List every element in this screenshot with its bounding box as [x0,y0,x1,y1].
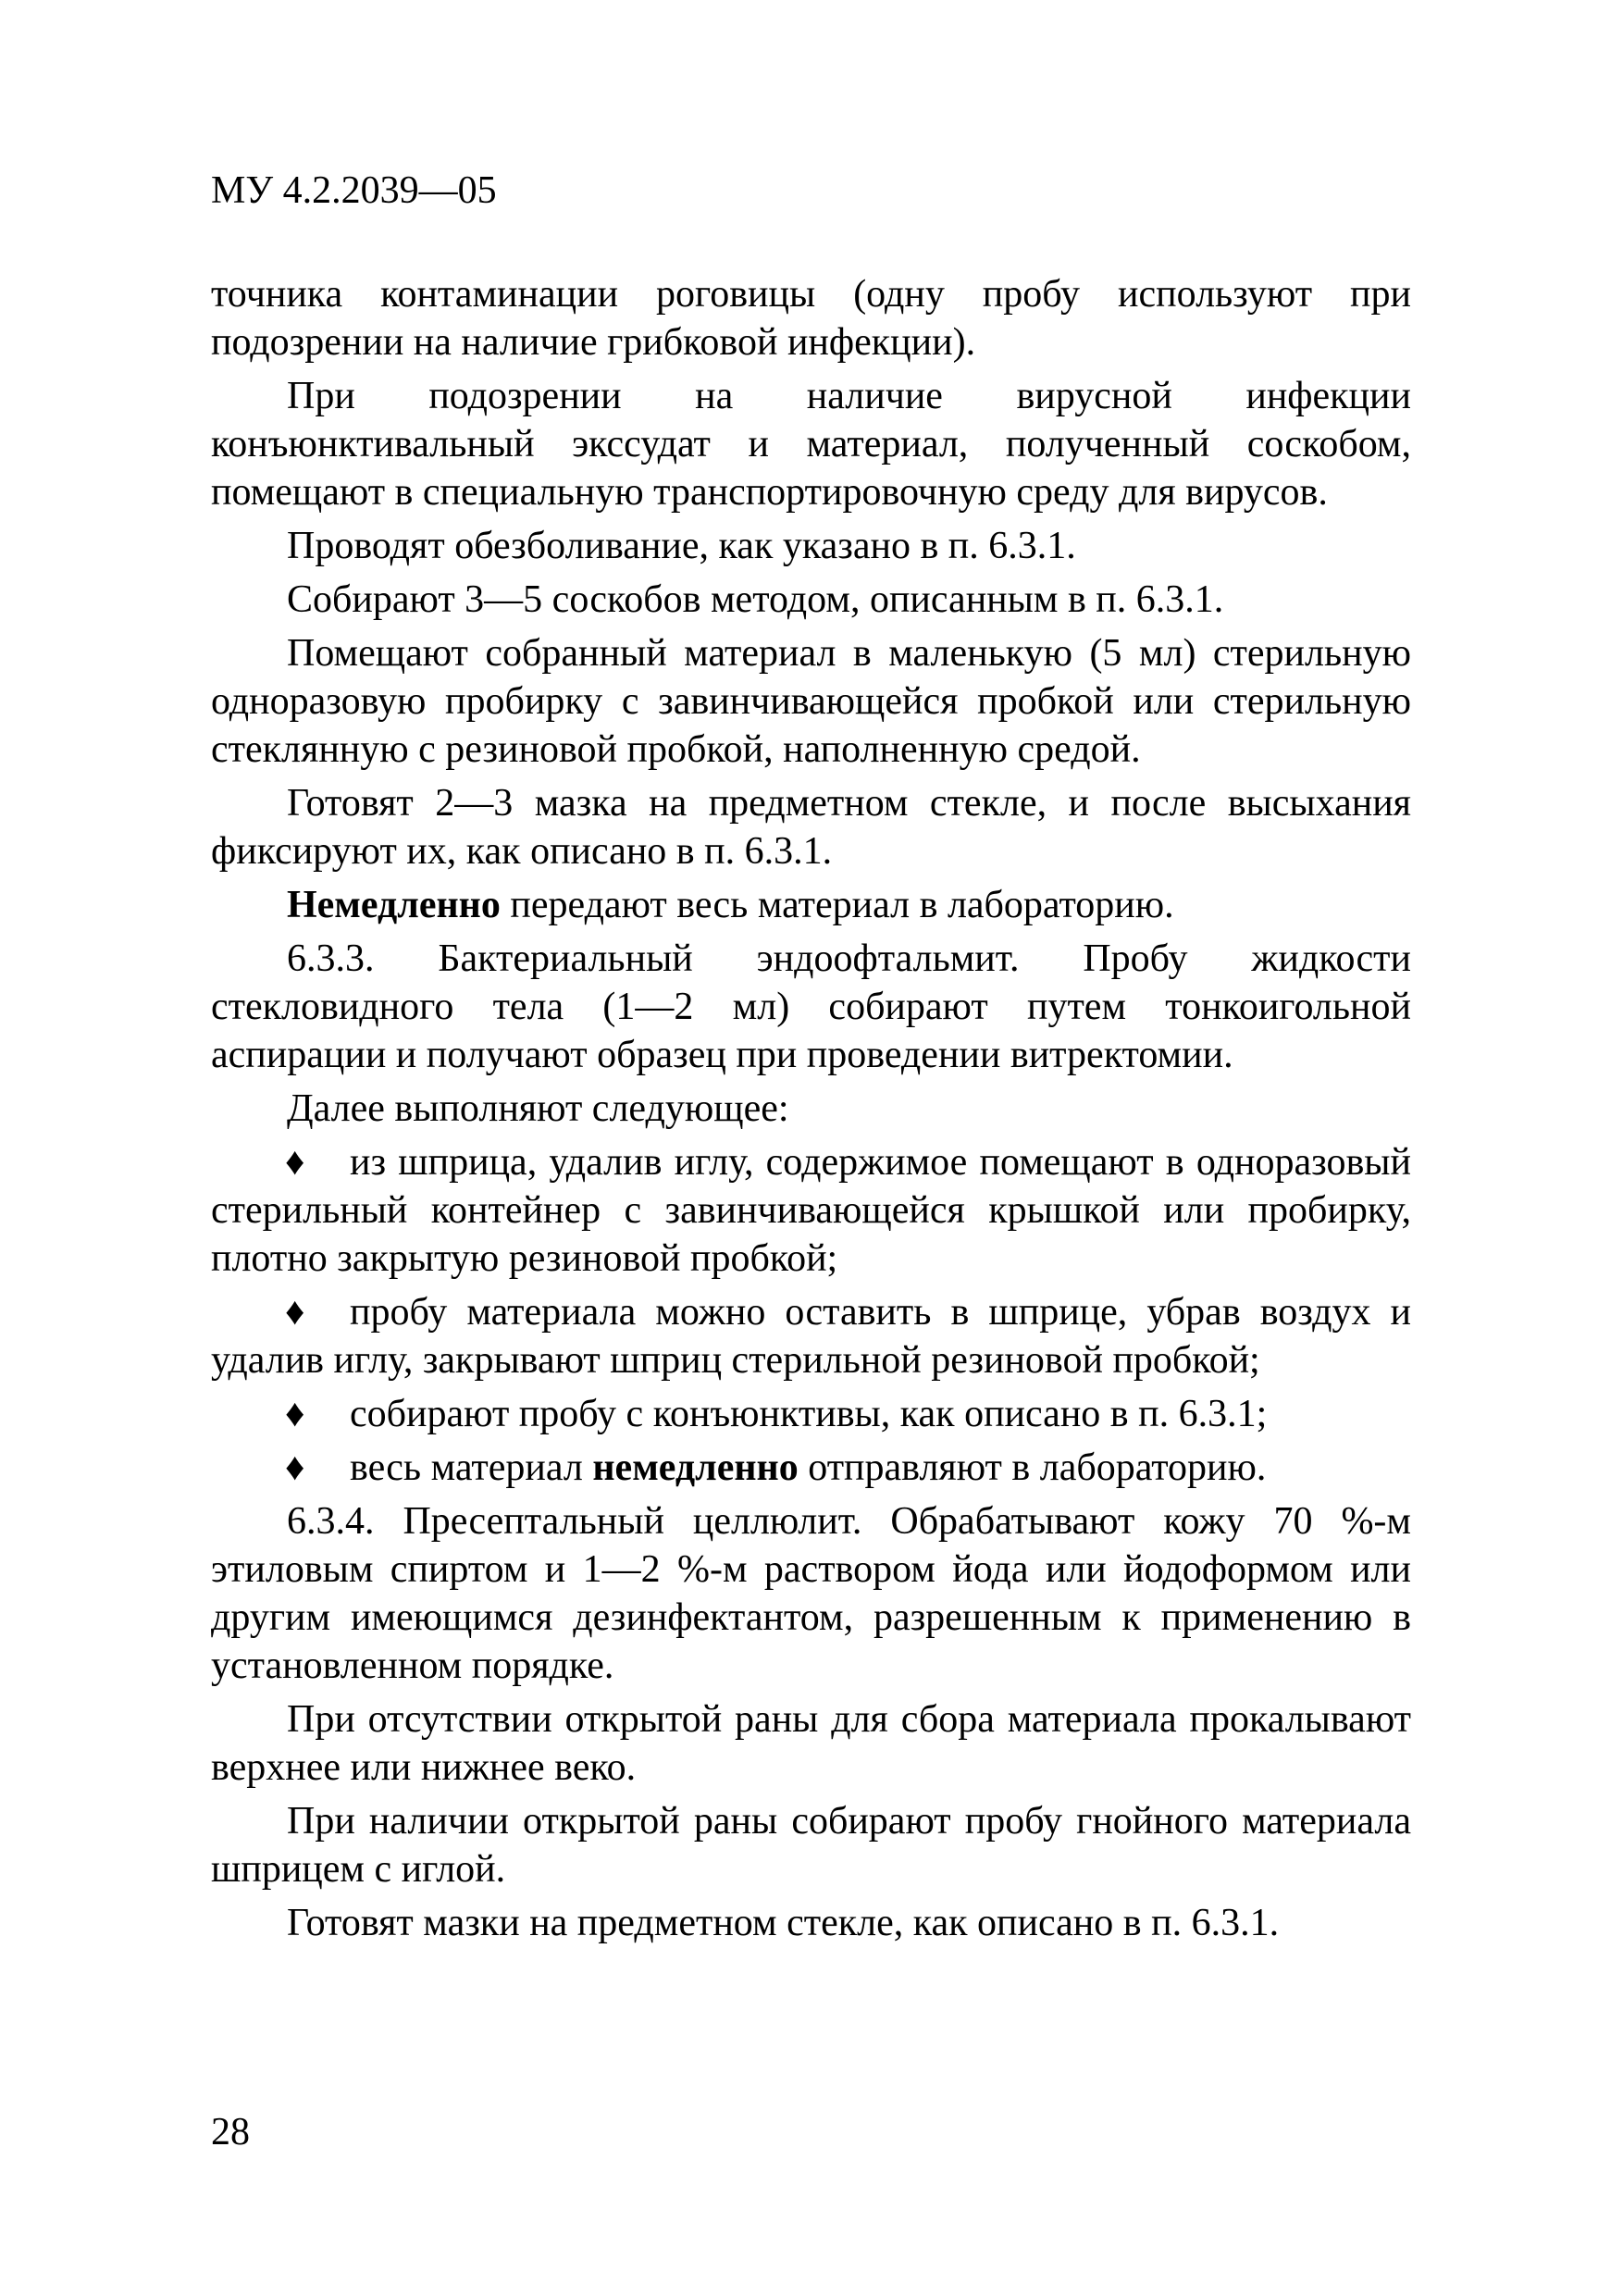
page-body [211,270,1411,1953]
paragraph-continuation: точника контаминации роговицы (одну пробу используют при подозрении на наличие грибковой инфекции). [211,273,1411,364]
list-item [211,1390,1411,1438]
list-item-text: собирают пробу с конъюнктивы, как описано в п. 6.3.1; [350,1393,1268,1435]
paragraph-open-wound: При наличии открытой раны собирают пробу гнойного материала шприцем с иглой. [211,1800,1411,1891]
paragraph-viral-infection: При подозрении на наличие вирусной инфекции конъюнктивальный экссудат и материал, полученный соскобом, помещают в специальную транспортировочную среду для вирусов. [211,375,1411,514]
list-item [211,1138,1411,1283]
list-item [211,1444,1411,1492]
diamond-bullet-icon: ♦ [285,1291,305,1334]
paragraph-anesthesia: Проводят обезболивание, как указано в п. 6.3.1. [287,525,1076,567]
paragraph-scrapings: Собирают 3—5 соскобов методом, описанным в п. 6.3.1. [287,578,1224,621]
bold-immediately: Немедленно [287,884,501,926]
page-number: 28 [211,2111,250,2153]
diamond-bullet-icon: ♦ [285,1393,305,1435]
paragraph-immediately [211,881,1411,929]
diamond-bullet-icon: ♦ [285,1446,305,1489]
paragraph-next-steps: Далее выполняют следующее: [287,1087,789,1130]
paragraph-prepare-smears: Готовят мазки на предметном стекле, как описано в п. 6.3.1. [287,1902,1280,1944]
list-item-text-post: отправляют в лабораторию. [798,1446,1267,1489]
paragraph-preseptal-cellulitis: 6.3.4. Пресептальный целлюлит. Обрабатывают кожу 70 %-м этиловым спиртом и 1—2 %-м раствором йода или йодоформом или другим имеющимся дезинфектантом, разрешенным к применению в установленном порядке. [211,1500,1411,1687]
paragraph-material-tube: Помещают собранный материал в маленькую (5 мл) стерильную одноразовую пробирку с завинчивающейся пробкой или стерильную стеклянную с резиновой пробкой, наполненную средой. [211,632,1411,771]
paragraph-immediately-rest: передают весь материал в лабораторию. [500,884,1174,926]
list-item-text: из шприца, удалив иглу, содержимое помещают в одноразовый стерильный контейнер с завинчивающейся крышкой или пробирку, плотно закрытую резиновой пробкой; [211,1141,1411,1280]
list-item-text-pre: весь материал [350,1446,593,1489]
paragraph-no-open-wound: При отсутствии открытой раны для сбора материала прокалывают верхнее или нижнее веко. [211,1698,1411,1789]
bold-immediately-lower: немедленно [592,1446,799,1489]
paragraph-endophthalmitis: 6.3.3. Бактериальный эндоофтальмит. Пробу жидкости стекловидного тела (1—2 мл) собирают путем тонкоигольной аспирации и получают образец при проведении витректомии. [211,937,1411,1076]
list-item-text: пробу материала можно оставить в шприце, убрав воздух и удалив иглу, закрывают шприц стерильной резиновой пробкой; [211,1291,1411,1382]
document-header-code: МУ 4.2.2039—05 [211,169,497,212]
paragraph-smears: Готовят 2—3 мазка на предметном стекле, и после высыхания фиксируют их, как описано в п. 6.3.1. [211,782,1411,873]
diamond-bullet-icon: ♦ [285,1141,305,1184]
list-item [211,1288,1411,1384]
